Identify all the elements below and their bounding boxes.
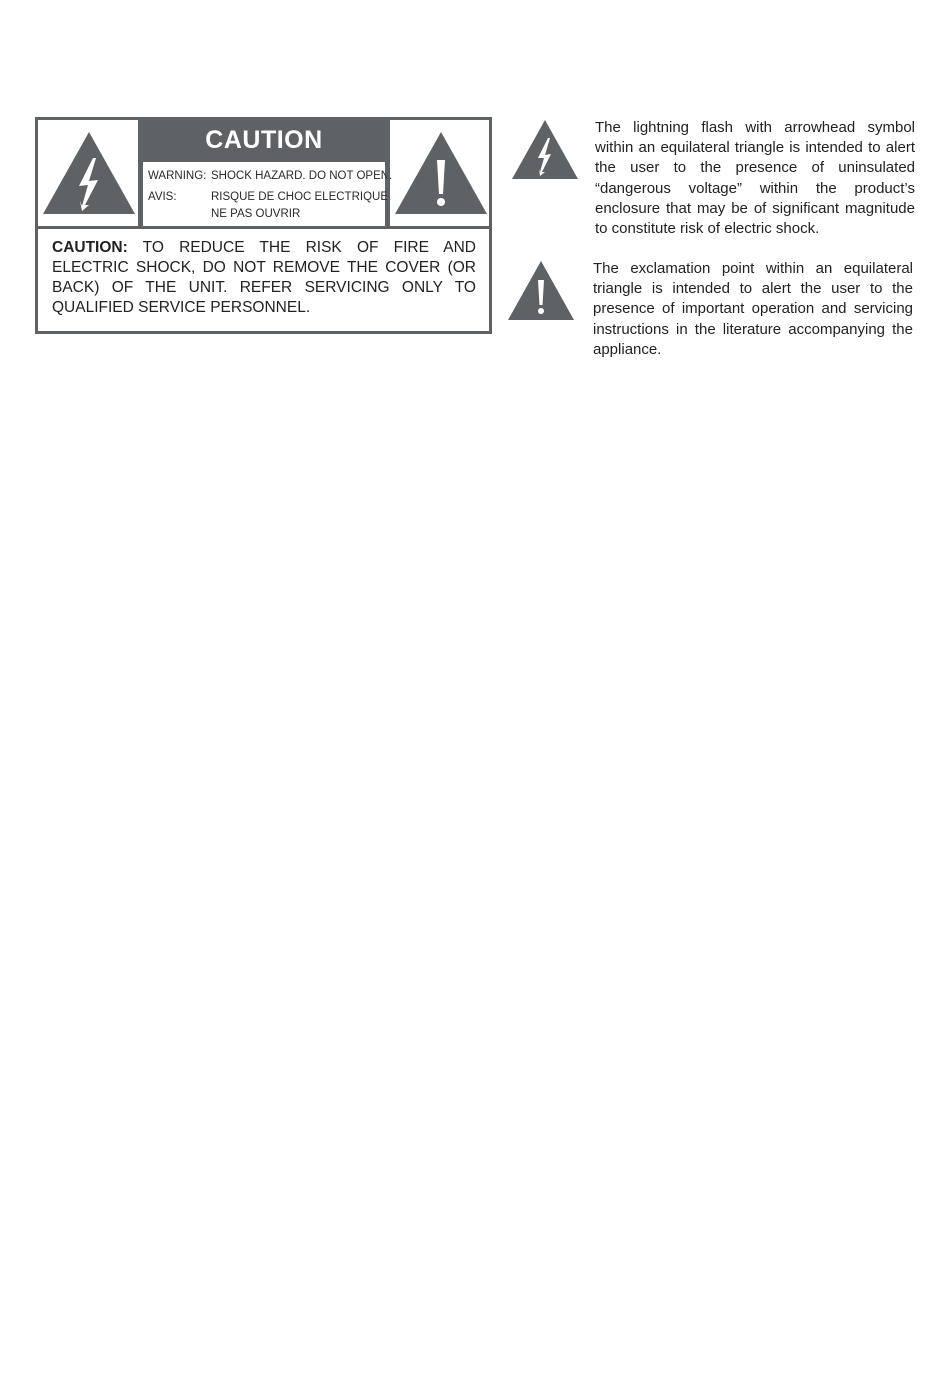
avis-key: AVIS:: [148, 191, 177, 203]
lightning-symbol-description: The lightning flash with arrowhead symbol within an equilateral triangle is intended to alert the user to the presence of uninsulated “dangerous voltage” within the product’s enclosure that may be of significant magnitude to constitute risk of electric shock.: [595, 119, 915, 238]
caution-label: [35, 117, 492, 334]
avis-text-line1: RISQUE DE CHOC ELECTRIQUE.: [211, 191, 392, 203]
caution-label-left-cell: [38, 120, 141, 226]
exclamation-triangle-icon: [508, 261, 574, 320]
caution-label-center: [141, 120, 393, 226]
caution-heading: CAUTION: [141, 120, 387, 158]
warning-box-inner: [143, 162, 393, 226]
warning-line: [148, 170, 392, 182]
exclamation-symbol-description: The exclamation point within an equilateral triangle is intended to alert the user to the presence of important operation and servicing instructions in the literature accompanying the appliance.: [593, 260, 913, 358]
exclamation-triangle-icon: [395, 132, 487, 214]
lightning-triangle-icon: [43, 132, 135, 214]
caution-body: TO REDUCE THE RISK OF FIRE AND ELECTRIC SHOCK, DO NOT REMOVE THE COVER (OR BACK) OF THE UNIT. REFER SERVICING ONLY TO QUALIFIED SERVICE PERSONNEL.: [52, 239, 476, 316]
warning-key: WARNING:: [148, 170, 207, 182]
caution-label-top-row: [38, 120, 489, 229]
warning-text: SHOCK HAZARD. DO NOT OPEN.: [211, 170, 393, 182]
warning-box: [141, 158, 393, 226]
caution-statement: [52, 238, 476, 318]
caution-label-right-cell: [387, 120, 492, 226]
avis-text-line2: NE PAS OUVRIR: [211, 208, 301, 220]
lightning-triangle-icon: [512, 120, 578, 179]
avis-line-2: [211, 208, 300, 220]
avis-line: [148, 191, 391, 203]
caution-lead: CAUTION:: [52, 239, 128, 256]
